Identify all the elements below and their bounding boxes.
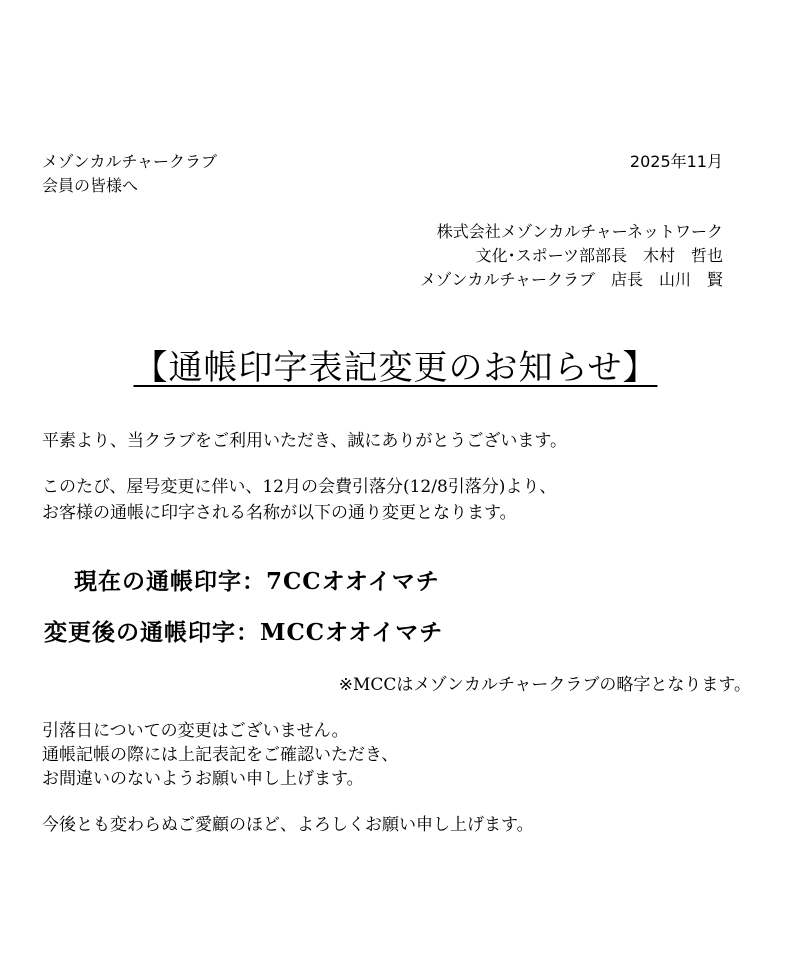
current-imprint: 現在の通帳印字：7CCオオイマチ <box>74 568 440 595</box>
sender-department: 文化･スポーツ部部長 木村 哲也 <box>475 246 723 265</box>
issue-date: 2025年11月 <box>629 152 723 171</box>
recipient-club: メゾンカルチャークラブ <box>42 152 218 171</box>
greeting-text: 平素より、当クラブをご利用いただき、誠にありがとうございます。 <box>42 431 567 451</box>
sender-company: 株式会社メゾンカルチャーネットワーク <box>436 222 723 241</box>
change-text-line2: お客様の通帳に印字される名称が以下の通り変更となります。 <box>42 503 517 523</box>
closing-final: 今後とも変わらぬご愛顧のほど、よろしくお願い申し上げます。 <box>42 815 534 835</box>
closing-line1: 引落日についての変更はございません。 <box>42 721 349 741</box>
change-text-line1: このたび、屋号変更に伴い、12月の会費引落分(12/8引落分)より、 <box>42 477 557 497</box>
closing-line2: 通帳記帳の際には上記表記をご確認いただき、 <box>42 745 399 765</box>
page-title: 【通帳印字表記変更のお知らせ】 <box>133 348 658 388</box>
new-imprint: 変更後の通帳印字：MCCオオイマチ <box>44 619 444 646</box>
closing-line3: お間違いのないようお願い申し上げます。 <box>42 769 364 789</box>
sender-store: メゾンカルチャークラブ 店長 山川 賢 <box>419 270 723 289</box>
recipient-members: 会員の皆様へ <box>42 176 139 195</box>
abbreviation-note: ※MCCはメゾンカルチャークラブの略字となります。 <box>338 675 751 695</box>
